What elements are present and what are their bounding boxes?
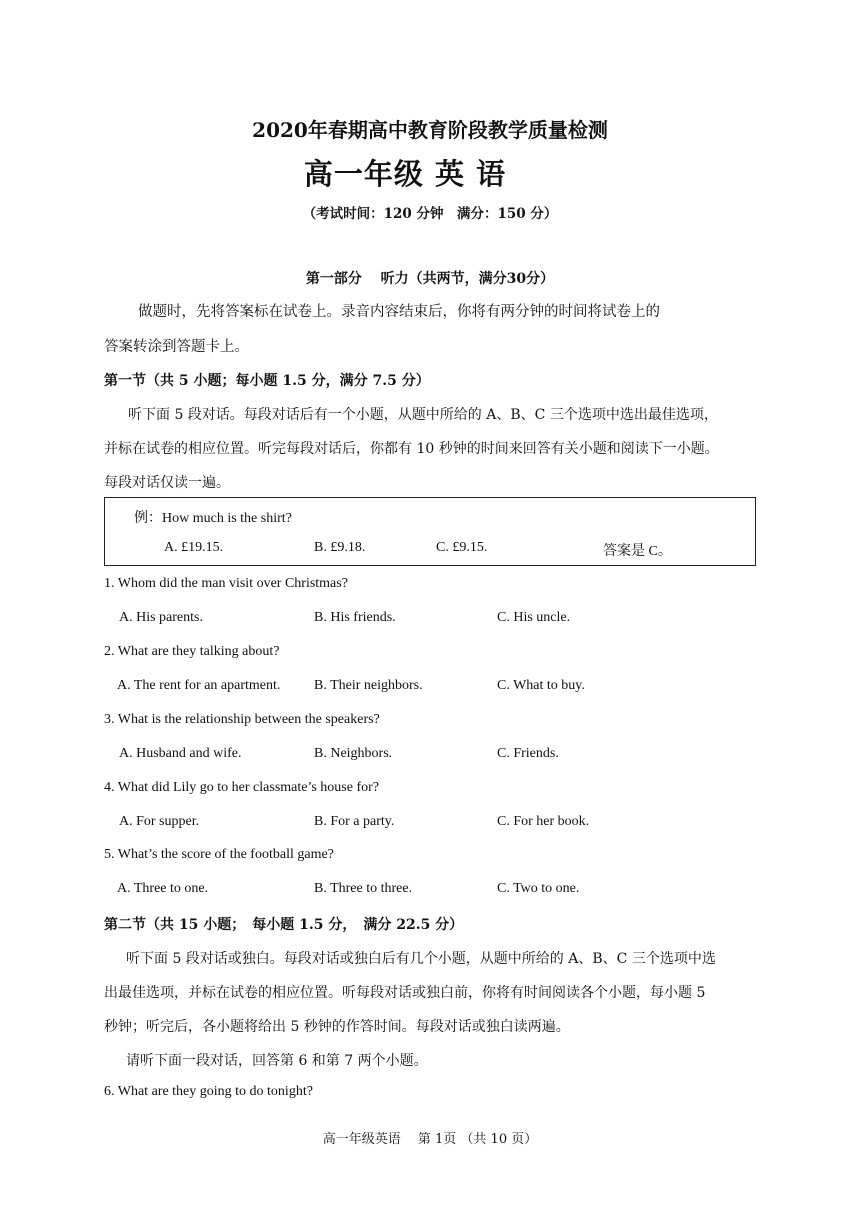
- subject-title: 高一年级 英 语: [303, 157, 507, 191]
- q5-option-a: A. Three to one.: [117, 881, 209, 896]
- section1-line3: 每段对话仅读一遍。: [104, 475, 230, 491]
- page-footer: 高一年级英语 第 1页 （共 10 页）: [322, 1132, 538, 1147]
- question-2: 2. What are they talking about?: [104, 644, 280, 659]
- question-4: 4. What did Lily go to her classmate’s house for?: [104, 780, 380, 795]
- question-6: 6. What are they going to do tonight?: [104, 1084, 313, 1099]
- question-1: 1. Whom did the man visit over Christmas?: [104, 576, 348, 591]
- exam-info: （考试时间：120 分钟 满分：150 分）: [302, 206, 558, 222]
- section1-line2: 并标在试卷的相应位置。听完每段对话后，你都有 10 秒钟的时间来回答有关小题和阅读下一小题。: [104, 441, 719, 457]
- part1-instructions-line1: 做题时，先将答案标在试卷上。录音内容结束后，你将有两分钟的时间将试卷上的: [138, 304, 660, 320]
- q1-option-a: A. His parents.: [119, 610, 203, 625]
- section2-prompt: 请听下面一段对话，回答第 6 和第 7 两个小题。: [126, 1053, 428, 1069]
- q3-option-b: B. Neighbors.: [314, 746, 393, 761]
- question-5: 5. What’s the score of the football game?: [104, 847, 334, 862]
- q3-option-a: A. Husband and wife.: [119, 746, 242, 761]
- exam-title: 2020年春期高中教育阶段教学质量检测: [252, 118, 608, 142]
- section1-heading: 第一节（共 5 小题；每小题 1.5 分，满分 7.5 分）: [104, 373, 430, 389]
- q2-option-c: C. What to buy.: [497, 678, 585, 693]
- section2-line3: 秒钟；听完后，各小题将给出 5 秒钟的作答时间。每段对话或独白读两遍。: [104, 1019, 570, 1035]
- q5-option-b: B. Three to three.: [314, 881, 413, 896]
- q3-option-c: C. Friends.: [497, 746, 559, 761]
- section1-line1: 听下面 5 段对话。每段对话后有一个小题，从题中所给的 A、B、C 三个选项中选出最佳选项，: [128, 407, 718, 423]
- q1-option-c: C. His uncle.: [497, 610, 571, 625]
- q2-option-a: A. The rent for an apartment.: [117, 678, 281, 693]
- part1-heading: 第一部分 听力（共两节，满分30分）: [305, 271, 555, 287]
- section2-line1: 听下面 5 段对话或独白。每段对话或独白后有几个小题，从题中所给的 A、B、C 三个选项中选: [126, 951, 716, 967]
- section2-heading: 第二节（共 15 小题； 每小题 1.5 分， 满分 22.5 分）: [104, 917, 464, 933]
- q5-option-c: C. Two to one.: [497, 881, 580, 896]
- q1-option-b: B. His friends.: [314, 610, 396, 625]
- example-option-b: B. £9.18.: [314, 540, 366, 555]
- question-3: 3. What is the relationship between the speakers?: [104, 712, 380, 727]
- q2-option-b: B. Their neighbors.: [314, 678, 423, 693]
- q4-option-c: C. For her book.: [497, 814, 590, 829]
- q4-option-a: A. For supper.: [119, 814, 200, 829]
- example-answer: 答案是 C。: [603, 544, 672, 559]
- part1-instructions-line2: 答案转涂到答题卡上。: [104, 339, 249, 355]
- example-option-c: C. £9.15.: [436, 540, 488, 555]
- q4-option-b: B. For a party.: [314, 814, 395, 829]
- section2-line2: 出最佳选项，并标在试卷的相应位置。听每段对话或独白前，你将有时间阅读各个小题，每小题 5: [104, 985, 706, 1001]
- example-option-a: A. £19.15.: [164, 540, 224, 555]
- example-question: 例：How much is the shirt?: [134, 511, 292, 526]
